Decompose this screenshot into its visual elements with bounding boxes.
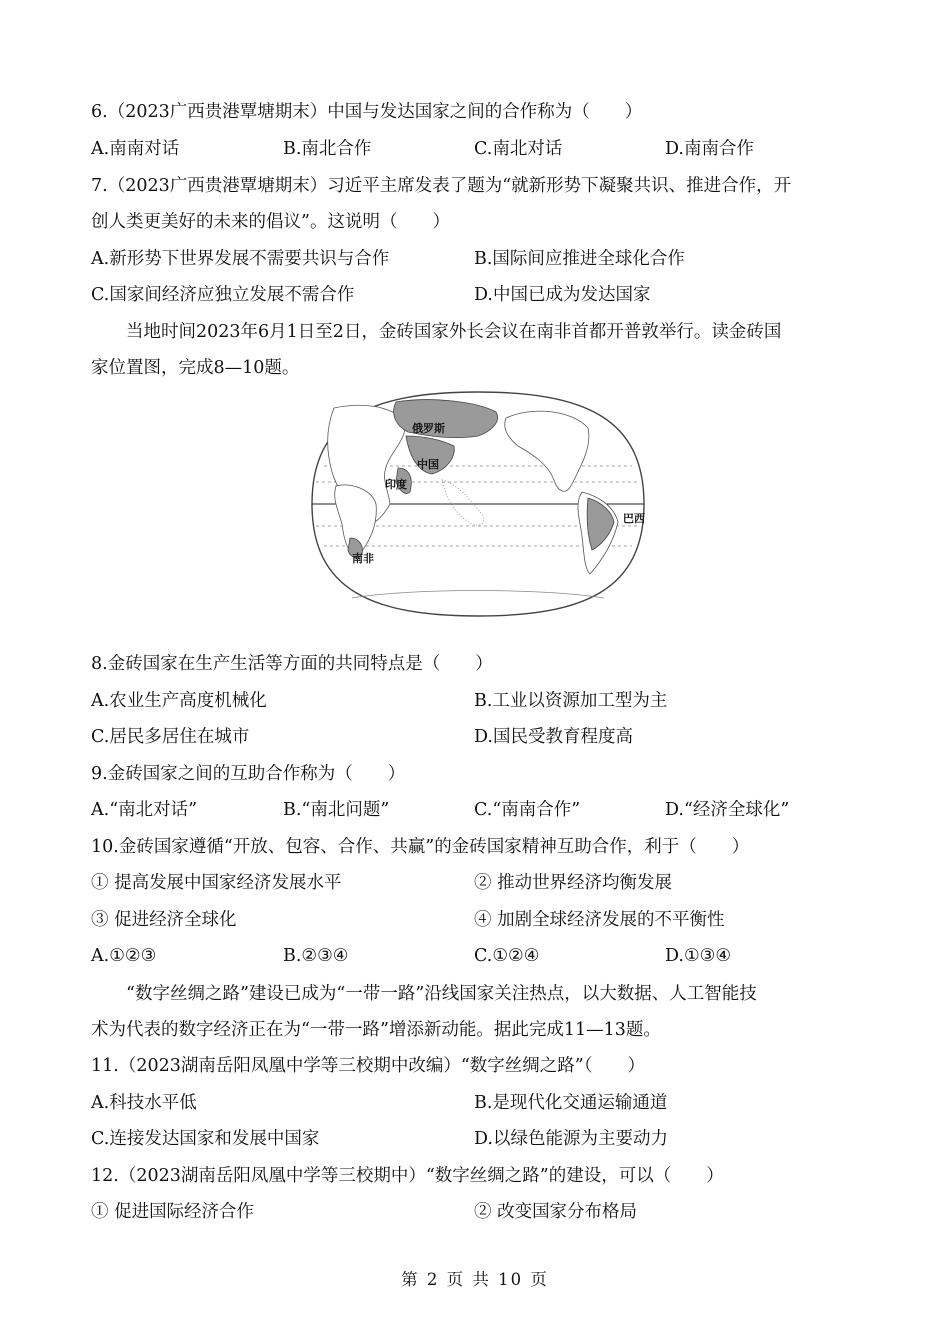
q9-option-d: D.“经济全球化” <box>665 800 790 820</box>
map-label-russia: 俄罗斯 <box>412 422 445 435</box>
q10-option-b: B.②③④ <box>283 946 349 966</box>
q7-stem-line2: 创人类更美好的未来的倡议”。这说明（ ） <box>91 212 450 232</box>
q10-stem: 10.金砖国家遵循“开放、包容、合作、共赢”的金砖国家精神互助合作，利于（ ） <box>91 837 750 857</box>
intro-8-10-line2: 家位置图，完成8—10题。 <box>91 358 300 378</box>
q7-stem-line1: 7.（2023广西贵港覃塘期末）习近平主席发表了题为“就新形势下凝聚共识、推进合作，开 <box>91 176 792 196</box>
q6-option-b: B.南北合作 <box>283 139 372 159</box>
q12-item-1: ① 促进国际经济合作 <box>91 1202 255 1222</box>
q6-stem: 6.（2023广西贵港覃塘期末）中国与发达国家之间的合作称为（ ） <box>91 102 643 122</box>
q7-option-c: C.国家间经济应独立发展不需合作 <box>91 285 355 305</box>
q12-stem: 12.（2023湖南岳阳凤凰中学等三校期中）“数字丝绸之路”的建设，可以（ ） <box>91 1166 724 1186</box>
q11-option-d: D.以绿色能源为主要动力 <box>474 1129 668 1149</box>
intro-11-13-line2: 术为代表的数字经济正在为“一带一路”增添新动能。据此完成11—13题。 <box>91 1020 661 1040</box>
page-footer: 第 2 页 共 10 页 <box>401 1270 549 1289</box>
q8-stem: 8.金砖国家在生产生活等方面的共同特点是（ ） <box>91 654 493 674</box>
q10-option-a: A.①②③ <box>91 946 157 966</box>
q9-option-c: C.“南南合作” <box>474 800 581 820</box>
q7-option-a: A.新形势下世界发展不需要共识与合作 <box>91 249 390 269</box>
q12-item-2: ② 改变国家分布格局 <box>474 1202 638 1222</box>
q9-option-a: A.“南北对话” <box>91 800 198 820</box>
q8-option-c: C.居民多居住在城市 <box>91 727 250 747</box>
q11-option-a: A.科技水平低 <box>91 1093 197 1113</box>
brics-world-map <box>292 388 664 620</box>
q11-option-b: B.是现代化交通运输通道 <box>474 1093 668 1113</box>
q7-option-d: D.中国已成为发达国家 <box>474 285 651 305</box>
map-label-brazil: 巴西 <box>623 512 645 525</box>
q8-option-a: A.农业生产高度机械化 <box>91 691 267 711</box>
map-label-south-africa: 南非 <box>352 552 374 565</box>
world-map-figure <box>292 388 664 620</box>
intro-11-13-line1: “数字丝绸之路”建设已成为“一带一路”沿线国家关注热点，以大数据、人工智能技 <box>126 984 757 1004</box>
q8-option-b: B.工业以资源加工型为主 <box>474 691 668 711</box>
q6-option-a: A.南南对话 <box>91 139 180 159</box>
q11-option-c: C.连接发达国家和发展中国家 <box>91 1129 320 1149</box>
intro-8-10-line1: 当地时间2023年6月1日至2日，金砖国家外长会议在南非首都开普敦举行。读金砖国 <box>126 322 782 342</box>
q10-option-c: C.①②④ <box>474 946 540 966</box>
q6-option-d: D.南南合作 <box>665 139 754 159</box>
q9-option-b: B.“南北问题” <box>283 800 390 820</box>
q10-item-3: ③ 促进经济全球化 <box>91 910 237 930</box>
map-label-china: 中国 <box>417 458 439 471</box>
q9-stem: 9.金砖国家之间的互助合作称为（ ） <box>91 764 406 784</box>
q11-stem: 11.（2023湖南岳阳凤凰中学等三校期中改编）“数字丝绸之路”（ ） <box>91 1056 646 1076</box>
q10-item-4: ④ 加剧全球经济发展的不平衡性 <box>474 910 725 930</box>
q7-option-b: B.国际间应推进全球化合作 <box>474 249 685 269</box>
q10-item-1: ① 提高发展中国家经济发展水平 <box>91 873 342 893</box>
q10-item-2: ② 推动世界经济均衡发展 <box>474 873 673 893</box>
map-label-india: 印度 <box>385 478 407 491</box>
q10-option-d: D.①③④ <box>665 946 732 966</box>
q6-option-c: C.南北对话 <box>474 139 563 159</box>
q8-option-d: D.国民受教育程度高 <box>474 727 633 747</box>
